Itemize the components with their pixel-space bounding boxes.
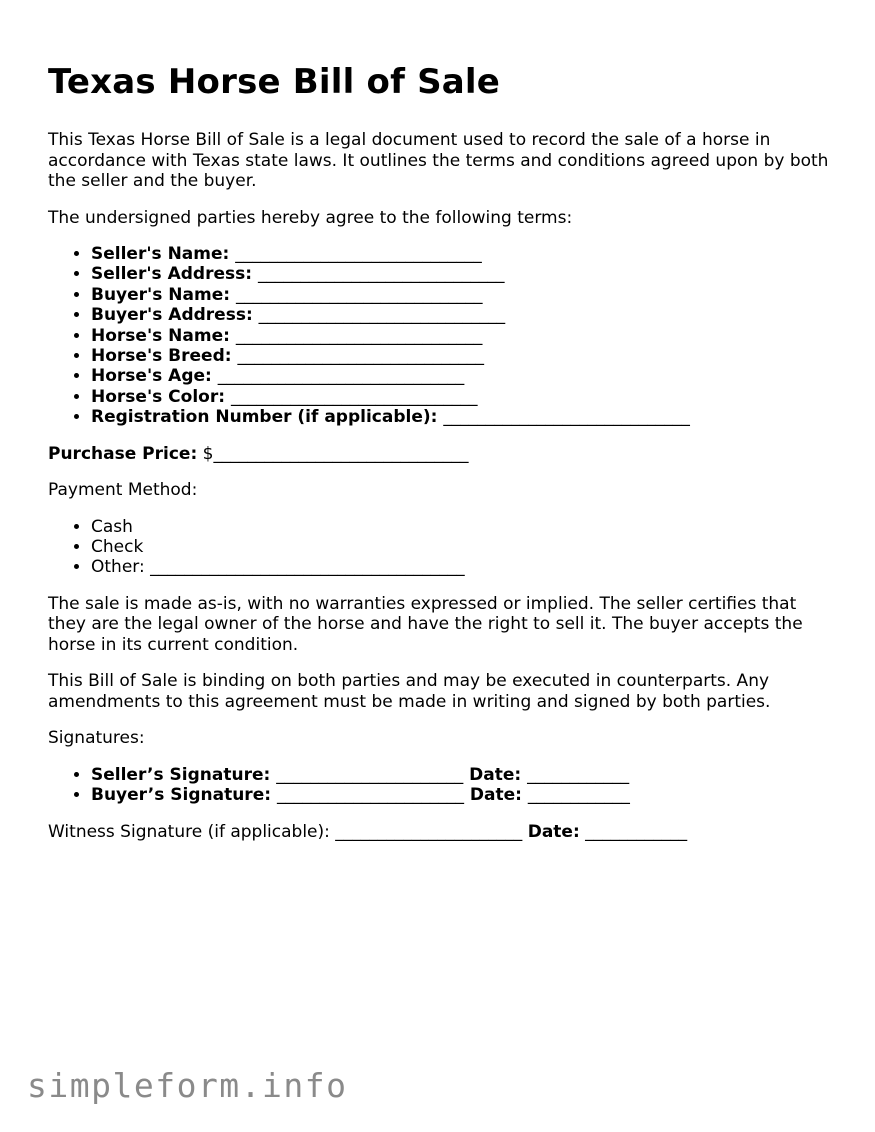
date-label: Date: — [469, 764, 522, 785]
field-buyers-address — [91, 305, 838, 325]
field-blank-line[interactable]: _____________________________ — [237, 346, 484, 367]
binding-paragraph: This Bill of Sale is binding on both parties and may be executed in counterparts. Any amendments to this agreement must be made in writing and signed by both parties. — [48, 671, 771, 712]
payment-option-check: • Check — [91, 537, 838, 557]
document-title: Texas Horse Bill of Sale — [48, 62, 501, 102]
watermark-text: simpleform.info — [27, 1066, 348, 1105]
signature-label: Seller’s Signature: — [91, 764, 271, 785]
buyer-signature-line — [91, 785, 838, 805]
seller-signature-line — [91, 765, 838, 785]
date-label: Date: — [469, 785, 522, 806]
field-label: Buyer's Name: — [91, 284, 231, 305]
field-label: Seller's Address: — [91, 264, 253, 285]
payment-option-cash: • Cash — [91, 517, 838, 537]
payment-method-label: Payment Method: — [48, 480, 198, 501]
field-horses-age — [91, 366, 838, 386]
field-blank-line[interactable]: _____________________________ — [443, 407, 690, 428]
field-sellers-address — [91, 264, 838, 284]
field-label: Horse's Breed: — [91, 346, 232, 367]
field-blank-line[interactable]: _____________________________ — [217, 366, 465, 387]
payment-option-other[interactable]: • Other: _____________________________________ — [91, 557, 838, 577]
field-label: Registration Number (if applicable): — [91, 407, 438, 428]
witness-date-blank[interactable]: ____________ — [585, 821, 688, 842]
terms-field-list — [48, 244, 838, 428]
field-label: Horse's Age: — [91, 366, 212, 387]
field-label: Horse's Name: — [91, 325, 230, 346]
field-blank-line[interactable]: _____________________________ — [235, 325, 483, 346]
document-page — [48, 58, 838, 858]
witness-signature-blank[interactable]: ______________________ — [335, 821, 523, 842]
witness-label: Witness Signature (if applicable): — [48, 821, 330, 842]
date-blank[interactable]: ____________ — [527, 764, 630, 785]
field-label: Buyer's Address: — [91, 305, 253, 326]
field-label: Horse's Color: — [91, 386, 226, 407]
signature-blank[interactable]: ______________________ — [276, 785, 464, 806]
field-blank-line[interactable]: _____________________________ — [257, 264, 505, 285]
field-horses-name — [91, 326, 838, 346]
date-blank[interactable]: ____________ — [527, 785, 630, 806]
as-is-paragraph: The sale is made as-is, with no warranties expressed or implied. The seller certifies that they are the legal owner of the horse and have the right to sell it. The buyer accepts the horse in its current condition. — [48, 593, 803, 655]
witness-signature-line — [48, 822, 838, 843]
agreement-statement: The undersigned parties hereby agree to the following terms: — [48, 207, 573, 228]
field-blank-line[interactable]: _____________________________ — [258, 305, 506, 326]
field-horses-breed — [91, 346, 838, 366]
field-blank-line[interactable]: _____________________________ — [235, 284, 483, 305]
field-label: Seller's Name: — [91, 244, 230, 264]
field-blank-line[interactable]: _____________________________ — [230, 386, 478, 407]
field-horses-color — [91, 387, 838, 407]
payment-method-options — [48, 517, 838, 578]
field-registration-number — [91, 407, 838, 427]
purchase-price-label: Purchase Price: — [48, 443, 198, 464]
purchase-price-line — [48, 444, 838, 465]
field-buyers-name — [91, 285, 838, 305]
signature-blank[interactable]: ______________________ — [276, 764, 464, 785]
purchase-price-blank[interactable]: $______________________________ — [202, 443, 469, 464]
signature-list — [48, 765, 838, 806]
signature-label: Buyer’s Signature: — [91, 785, 272, 806]
field-blank-line[interactable]: _____________________________ — [235, 244, 482, 264]
witness-date-label: Date: — [527, 821, 580, 842]
intro-paragraph: This Texas Horse Bill of Sale is a legal document used to record the sale of a horse in accordance with Texas state laws. It outlines the terms and conditions agreed upon by both the seller and the buyer. — [48, 130, 829, 191]
signatures-label: Signatures: — [48, 728, 145, 749]
field-sellers-name — [91, 244, 838, 264]
